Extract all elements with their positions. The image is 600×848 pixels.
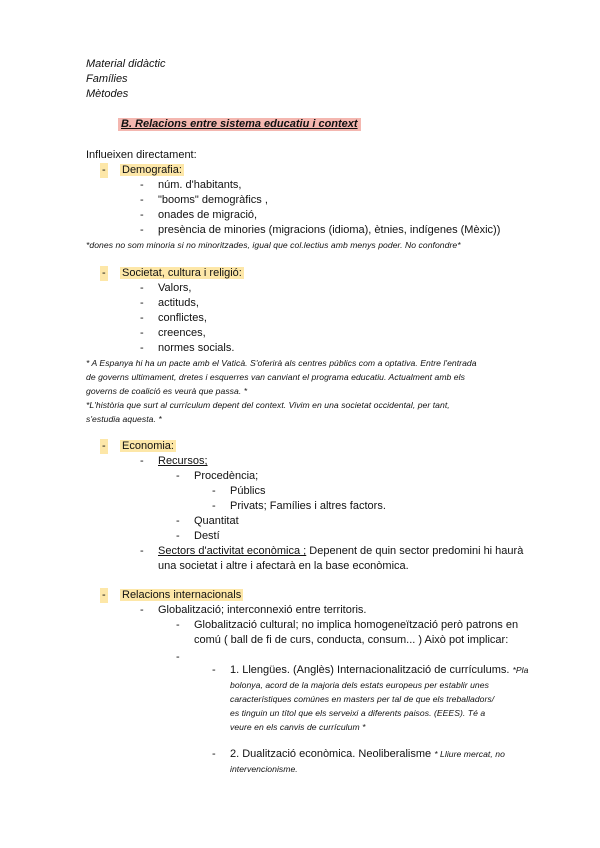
section-title — [118, 117, 361, 132]
relacions-heading: Relacions internacionals — [122, 589, 242, 601]
bullet-dash: - — [140, 342, 144, 354]
bullet-dash: - — [212, 664, 216, 676]
bullet-dash: - — [212, 485, 216, 497]
bullet-dash: - — [102, 267, 106, 279]
societat-item: creences, — [158, 327, 206, 339]
societat-heading: Societat, cultura i religió: — [122, 267, 242, 279]
relacions-cultural: Globalització cultural; no implica homogeneïtzació però patrons en — [194, 619, 519, 631]
bullet-dash: - — [140, 312, 144, 324]
economia-sectors-cont: una societat i altre i afectarà en la base econòmica. — [158, 560, 409, 572]
bullet-dash: - — [140, 194, 144, 206]
societat-item: conflictes, — [158, 312, 207, 324]
bullet-dash: - — [102, 589, 106, 601]
societat-note-line: *L'història que surt al currículum depent del context. Vivim en una societat occidental, per tant, — [86, 400, 450, 410]
bullet-dash: - — [140, 297, 144, 309]
economia-sectors-label: Sectors d'activitat econòmica ; — [158, 545, 307, 557]
relacions-llengues-note-line: veure en els canvis de currículum * — [230, 722, 366, 732]
intro-text: Influeixen directament: — [86, 149, 197, 161]
societat-note-line: s'estudia aquesta. * — [86, 414, 162, 424]
relacions-llengues-note: *Pla — [512, 665, 529, 675]
economia-privats: Privats; Famílies i altres factors. — [230, 500, 386, 512]
demografia-item: núm. d'habitants, — [158, 179, 242, 191]
relacions-llengues — [230, 663, 528, 678]
societat-note-line: de governs ultimament, dretes i esquerres van canviant el programa educatiu. Actualment amb els — [86, 372, 465, 382]
relacions-dualitzacio-note-line: intervencionisme. — [230, 764, 298, 774]
economia-heading: Economia: — [122, 440, 174, 452]
bullet-dash: - — [140, 209, 144, 221]
economia-publics: Públics — [230, 485, 266, 497]
societat-item: Valors, — [158, 282, 192, 294]
bullet-dash: - — [176, 530, 180, 542]
demografia-item: "booms" demogràfics , — [158, 194, 268, 206]
relacions-globalitzacio: Globalització; interconnexió entre territoris. — [158, 604, 367, 616]
relacions-llengues-main: 1. Llengües. (Anglès) Internacionalització de currículums. — [230, 664, 513, 676]
societat-note-line: * A Espanya hi ha un pacte amb el Vaticà. S'oferirà als centres públics com a optativa. Entre l'entrada — [86, 358, 477, 368]
economia-sectors-text: Depenent de quin sector predomini hi haurà — [306, 545, 524, 557]
bullet-dash: - — [140, 327, 144, 339]
bullet-dash: - — [140, 545, 144, 557]
relacions-llengues-note-line: característiques comúnes en masters per tal de que els treballadors/ — [230, 694, 495, 704]
demografia-note: *dones no som minoria si no minoritzades, igual que col.lectius amb menys poder. No confondre* — [86, 240, 461, 250]
bullet-dash: - — [176, 651, 180, 663]
bullet-dash: - — [176, 515, 180, 527]
economia-sectors — [158, 544, 523, 559]
header-line-metodes: Mètodes — [86, 88, 129, 100]
bullet-dash: - — [176, 470, 180, 482]
bullet-dash: - — [140, 282, 144, 294]
relacions-cultural-cont: comú ( ball de fi de curs, conducta, consum... ) Això pot implicar: — [194, 634, 509, 646]
economia-quantitat: Quantitat — [194, 515, 239, 527]
economia-procedencia: Procedència; — [194, 470, 259, 482]
relacions-llengues-note-line: es tinguin un títol que els serveixi a diferents paisos. (EEES). Té a — [230, 708, 486, 718]
relacions-llengues-note-line: bolonya, acord de la majoria dels estats europeus per establir unes — [230, 680, 489, 690]
header-line-families: Famílies — [86, 73, 128, 85]
societat-item: normes socials. — [158, 342, 235, 354]
header-line-material: Material didàctic — [86, 58, 166, 70]
economia-recursos: Recursos; — [158, 455, 208, 467]
bullet-dash: - — [212, 500, 216, 512]
bullet-dash: - — [140, 224, 144, 236]
societat-item: actituds, — [158, 297, 199, 309]
bullet-dash: - — [102, 440, 106, 452]
bullet-dash: - — [212, 748, 216, 760]
bullet-dash: - — [140, 604, 144, 616]
societat-note-line: governs de coalició es veurà que passa. * — [86, 386, 248, 396]
relacions-dualitzacio-note: * Lliure mercat, no — [434, 749, 505, 759]
bullet-dash: - — [102, 164, 106, 176]
relacions-dualitzacio — [230, 747, 505, 762]
economia-desti: Destí — [194, 530, 220, 542]
relacions-dualitzacio-main: 2. Dualització econòmica. Neoliberalisme — [230, 748, 435, 760]
demografia-item: onades de migració, — [158, 209, 258, 221]
demografia-heading: Demografia: — [122, 164, 182, 176]
demografia-item: presència de minories (migracions (idioma), ètnies, indígenes (Mèxic)) — [158, 224, 501, 236]
bullet-dash: - — [140, 179, 144, 191]
bullet-dash: - — [140, 455, 144, 467]
bullet-dash: - — [176, 619, 180, 631]
section-title-text: B. Relacions entre sistema educatiu i context — [118, 118, 361, 131]
